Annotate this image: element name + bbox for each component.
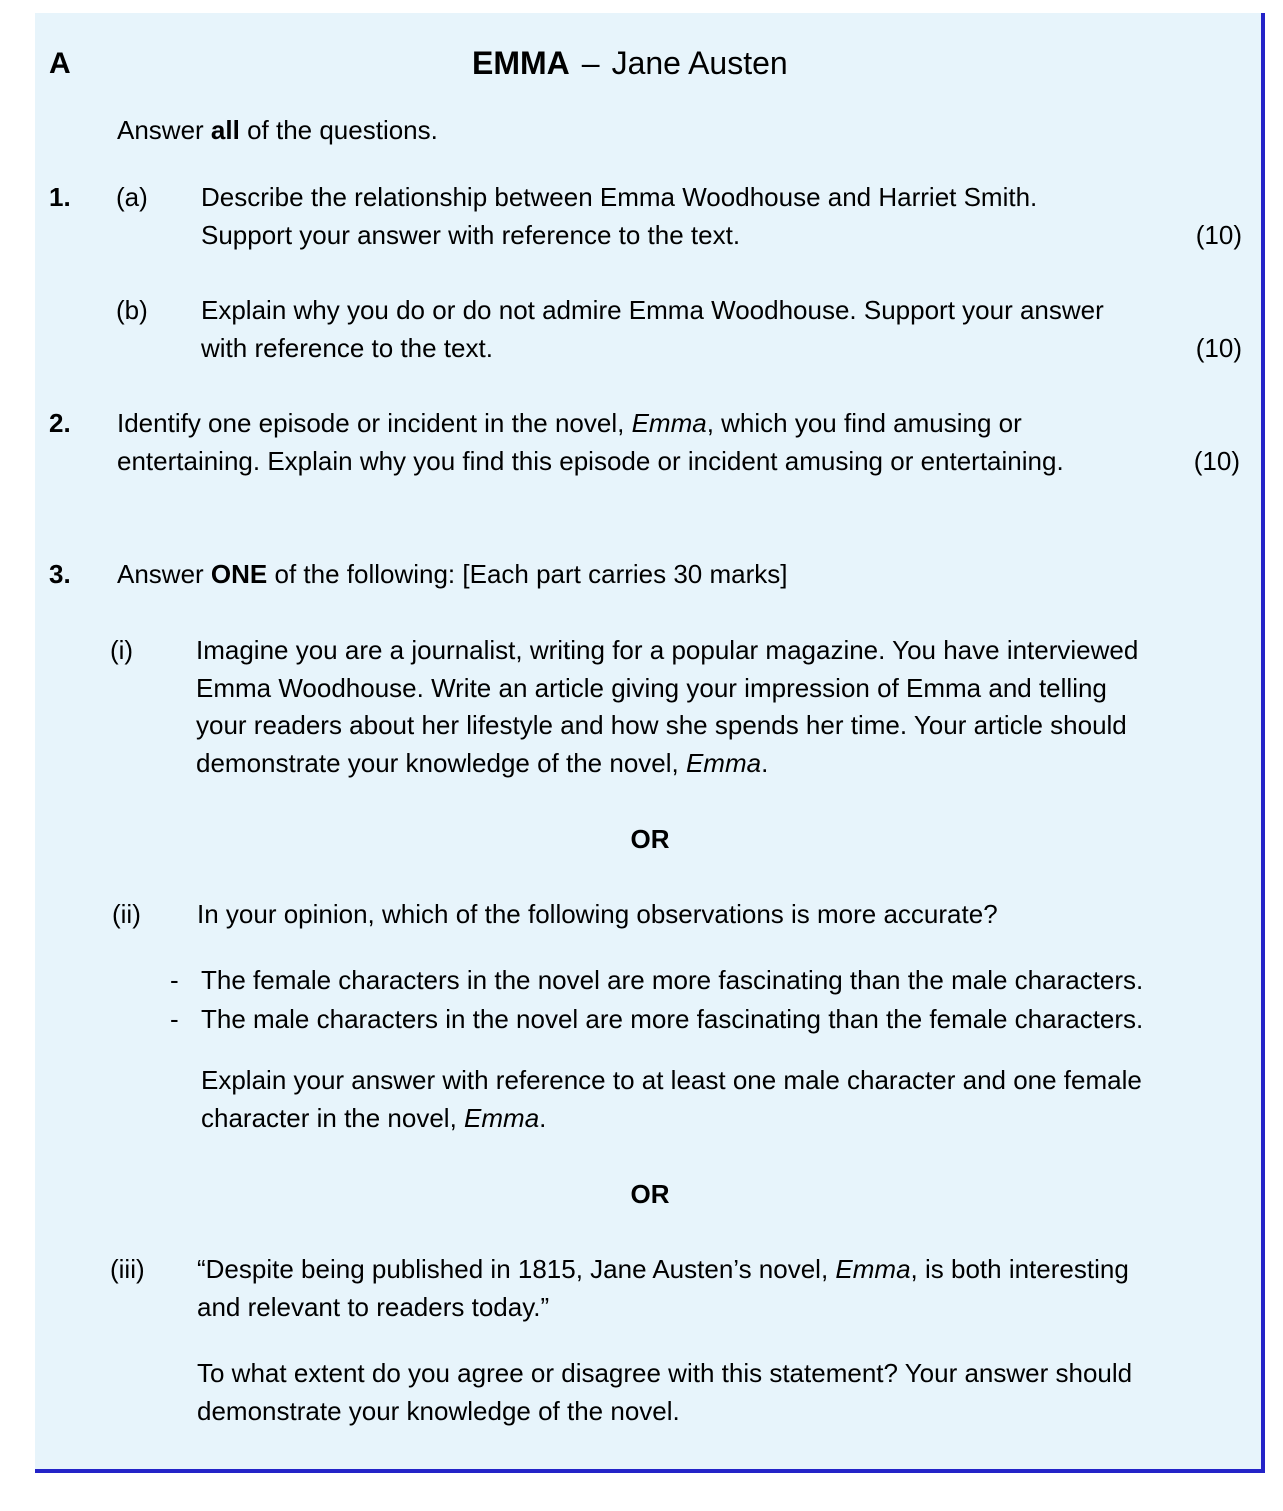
or-separator-1: OR [630, 824, 670, 854]
question-2-marks: (10) [1193, 446, 1240, 476]
question-3iii-line2: and relevant to readers today.” [197, 1292, 550, 1322]
question-1a-line2: Support your answer with reference to the text. [201, 220, 741, 250]
question-3i-line1: Imagine you are a journalist, writing for a popular magazine. You have interviewed [196, 635, 1139, 665]
question-3iii-line4: demonstrate your knowledge of the novel. [197, 1396, 680, 1426]
q3ii-explain-italic: Emma [464, 1103, 540, 1133]
q3-intro-post: of the following: [Each part carries 30 marks] [267, 559, 788, 589]
q3ii-explain-pre: character in the novel, [201, 1103, 465, 1133]
author-name: Jane Austen [611, 45, 788, 81]
q3iii-line1-italic: Emma [835, 1254, 911, 1284]
question-3-intro [117, 555, 788, 593]
question-1a-line1: Describe the relationship between Emma Woodhouse and Harriet Smith. [201, 182, 1038, 212]
q3i-line4-post: . [761, 748, 769, 778]
question-2-number: 2. [49, 408, 71, 438]
q3ii-explain-post: . [539, 1103, 547, 1133]
question-3ii-label: (ii) [112, 899, 141, 929]
question-3i-line3: your readers about her lifestyle and how she spends her time. Your article should [196, 710, 1127, 740]
bullet-marker-1: - [170, 965, 179, 995]
or-separator-2: OR [630, 1179, 670, 1209]
q3i-line4-italic: Emma [685, 748, 762, 778]
question-1b-line2: with reference to the text. [201, 333, 493, 363]
question-3iii-line3: To what extent do you agree or disagree with this statement? Your answer should [197, 1358, 1133, 1388]
question-3iii-label: (iii) [110, 1254, 145, 1284]
instruction-post: of the questions. [239, 115, 438, 145]
question-3iii-line1 [197, 1250, 1129, 1288]
question-2-line1 [117, 404, 1022, 442]
bullet-item-1: The female characters in the novel are more fascinating than the male characters. [201, 965, 1144, 995]
question-2-line2: entertaining. Explain why you find this episode or incident amusing or entertaining. [117, 446, 1064, 476]
question-1-number: 1. [49, 182, 71, 212]
question-3ii-explain-line2 [201, 1099, 546, 1137]
title-dash: – [581, 45, 600, 81]
question-3ii-question: In your opinion, which of the following observations is more accurate? [197, 899, 998, 929]
instruction-pre: Answer [117, 115, 211, 145]
bullet-marker-2: - [170, 1004, 179, 1034]
title-text: EMMA [472, 45, 570, 81]
question-1b-line1: Explain why you do or do not admire Emma Woodhouse. Support your answer [201, 295, 1104, 325]
section-title [472, 44, 788, 82]
q2-line1-pre: Identify one episode or incident in the novel, [117, 408, 632, 438]
section-instruction [117, 111, 438, 149]
q3iii-line1-pre: “Despite being published in 1815, Jane Austen’s novel, [197, 1254, 836, 1284]
q3i-line4-pre: demonstrate your knowledge of the novel, [196, 748, 686, 778]
q2-line1-italic: Emma [631, 408, 707, 438]
question-1a-label: (a) [116, 182, 148, 212]
question-3-number: 3. [49, 559, 71, 589]
q3-intro-pre: Answer [117, 559, 211, 589]
section-letter: A [49, 47, 71, 80]
q3iii-line1-post: , is both interesting [910, 1254, 1129, 1284]
question-3i-label: (i) [110, 635, 134, 665]
q3-intro-bold: ONE [210, 559, 268, 589]
question-1b-label: (b) [116, 295, 148, 325]
question-3i-line2: Emma Woodhouse. Write an article giving your impression of Emma and telling [196, 673, 1107, 703]
bullet-item-2: The male characters in the novel are more fascinating than the female characters. [201, 1004, 1144, 1034]
panel-border-bottom [35, 1469, 1265, 1473]
panel-border-right [1261, 13, 1265, 1473]
instruction-bold: all [210, 115, 240, 145]
question-1a-marks: (10) [1195, 220, 1242, 250]
question-3ii-explain-line1: Explain your answer with reference to at least one male character and one female [201, 1065, 1142, 1095]
q2-line1-post: , which you find amusing or [706, 408, 1022, 438]
question-3i-line4 [196, 744, 768, 782]
question-1b-marks: (10) [1195, 333, 1242, 363]
